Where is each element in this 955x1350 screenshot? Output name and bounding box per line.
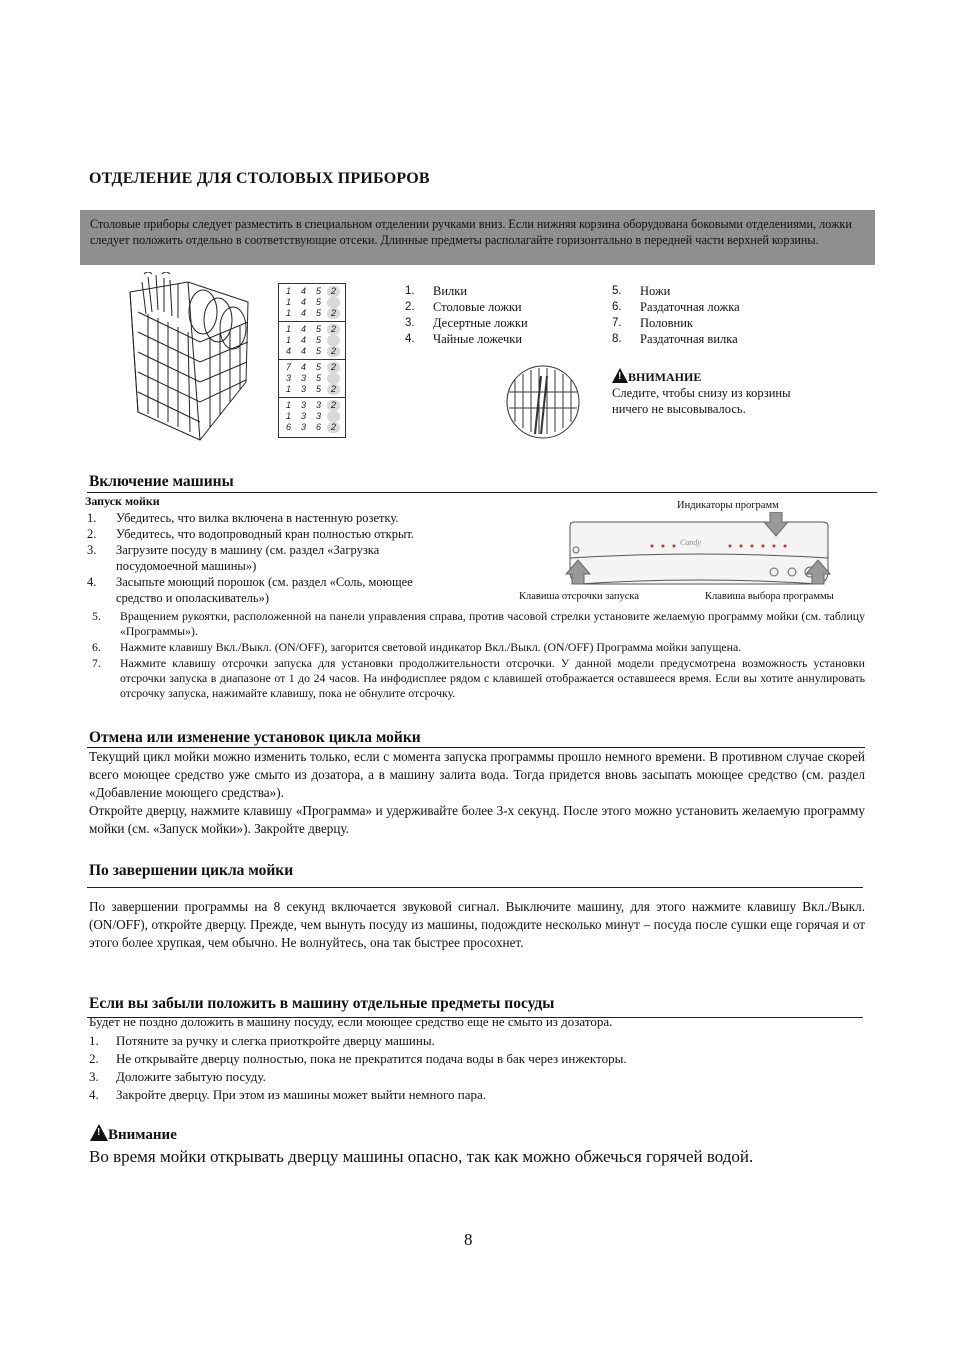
- start-steps-long: [92, 609, 865, 701]
- panel-label-delay: Клавиша отсрочки запуска: [519, 591, 639, 602]
- grid-digit: 5: [315, 324, 321, 334]
- grid-digit: 1: [285, 308, 291, 318]
- grid-digit: 4: [300, 324, 306, 334]
- cancel-paragraph-1: Текущий цикл мойки можно изменить только, если с момента запуска программы прошло немного времени. В противном случае скорей всего моющее средство уже смыто из дозатора, а в машину залита вода. Тогда придется вновь засыпать моющее средство (см. раздел «Добавление моющего средства»).: [89, 749, 865, 800]
- grid-digit: 6: [315, 422, 321, 432]
- grid-digit: 5: [315, 286, 321, 296]
- list-item: 2. Не открывайте дверцу полностью, пока не прекратится подача воды в бак через инжекторы.: [89, 1051, 627, 1066]
- grid-digit: 2: [327, 324, 340, 335]
- grid-digit: 5: [315, 362, 321, 372]
- grid-digit: 3: [300, 411, 306, 421]
- grid-digit: 3: [300, 373, 306, 383]
- cancel-paragraph-2: Откройте дверцу, нажмите клавишу «Программа» и удерживайте более 3-х секунд. После этого можно установить желаемую программу мойки (см. «Запуск мойки»). Закройте дверцу.: [89, 803, 865, 836]
- cutlery-warning: [612, 368, 852, 417]
- finish-paragraph: По завершении программы на 8 секунд включается звуковой сигнал. Выключите машину, для этого нажмите клавишу Вкл./Выкл. (ON/OFF), откройте дверцу. Прежде, чем вынуть посуду из машины, подождите несколько минут – посуда после сушки еще горячая и от этого более хрупкая, чем обычно. Не волнуйтесь, она так быстрее просохнет.: [89, 899, 865, 950]
- grid-digit: 1: [285, 384, 291, 394]
- list-item: 4. Закройте дверцу. При этом из машины может выйти немного пара.: [89, 1087, 486, 1102]
- basket-detail-illustration: [505, 364, 581, 440]
- start-steps-short: [87, 510, 487, 606]
- legend-item: Раздаточная ложка: [640, 300, 740, 314]
- list-item: 4. Засыпьте моющий порошок (см. раздел «Соль, моющее средство и ополаскиватель»): [87, 575, 413, 605]
- cutlery-placement-grid: [278, 283, 346, 438]
- caution-title: Внимание: [108, 1127, 177, 1143]
- grid-digit: 4: [300, 335, 306, 345]
- section-title-cancel: Отмена или изменение установок цикла мойки: [89, 729, 421, 746]
- panel-label-indicators: Индикаторы программ: [677, 500, 779, 511]
- grid-cell: [279, 322, 345, 360]
- control-panel-illustration: [560, 512, 840, 596]
- grid-digit: 7: [285, 362, 291, 372]
- grid-digit: 2: [327, 362, 340, 373]
- grid-digit: [327, 297, 340, 308]
- grid-digit: 4: [300, 362, 306, 372]
- grid-digit: [327, 373, 340, 384]
- section-rule: [87, 887, 863, 888]
- grid-digit: 2: [327, 286, 340, 297]
- section-title-cutlery: ОТДЕЛЕНИЕ ДЛЯ СТОЛОВЫХ ПРИБОРОВ: [89, 170, 430, 187]
- grid-digit: 4: [300, 346, 306, 356]
- list-item: 5. Вращением рукоятки, расположенной на панели управления справа, против часовой стрелки установите желаемую программу мойки (см. таблицу «Программы»).: [92, 609, 865, 638]
- grid-digit: 1: [285, 324, 291, 334]
- section-title-finish: По завершении цикла мойки: [89, 862, 294, 879]
- grid-digit: 1: [285, 286, 291, 296]
- grid-digit: 2: [327, 308, 340, 319]
- caution-heading: [90, 1124, 177, 1144]
- forgot-steps: [89, 1032, 849, 1104]
- grid-digit: 5: [315, 297, 321, 307]
- panel-brand: Candy: [680, 538, 701, 547]
- list-item: 2. Убедитесь, что водопроводный кран полностью открыт.: [87, 527, 414, 541]
- grid-digit: 1: [285, 400, 291, 410]
- warning-icon: [612, 368, 628, 383]
- grid-digit: 5: [315, 308, 321, 318]
- legend-item: Половник: [640, 316, 693, 330]
- grid-digit: 5: [315, 346, 321, 356]
- page-number: 8: [464, 1230, 473, 1249]
- warning-title: ВНИМАНИЕ: [628, 370, 702, 384]
- forgot-intro: Будет не поздно доложить в машину посуду, если моющее средство еще не смыто из дозатора.: [89, 1014, 613, 1029]
- list-item: 1. Потяните за ручку и слегка приоткройте дверцу машины.: [89, 1033, 435, 1048]
- legend-item: Чайные ложечки: [433, 332, 523, 346]
- grid-digit: 4: [300, 308, 306, 318]
- legend-item: Столовые ложки: [433, 300, 522, 314]
- grid-digit: 3: [285, 373, 291, 383]
- list-item: 3. Доложите забытую посуду.: [89, 1069, 266, 1084]
- legend-item: Раздаточная вилка: [640, 332, 738, 346]
- grid-digit: 4: [300, 286, 306, 296]
- warning-text: Следите, чтобы снизу из корзины ничего не высовывалось.: [612, 386, 791, 416]
- grid-digit: [327, 335, 340, 346]
- cutlery-note: Столовые приборы следует разместить в специальном отделении ручками вниз. Если нижняя корзина оборудована боковыми отделениями, ложки следует положить отдельно в соответствующие отсеки. Длинные предметы располагайте горизонтально в передней части верхней корзины.: [90, 217, 852, 247]
- list-item: 1. Убедитесь, что вилка включена в настенную розетку.: [87, 511, 399, 525]
- grid-digit: 2: [327, 346, 340, 357]
- cancel-body: [89, 748, 865, 838]
- grid-digit: [327, 411, 340, 422]
- grid-digit: 3: [300, 384, 306, 394]
- list-item: 6. Нажмите клавишу Вкл./Выкл. (ON/OFF), загорится световой индикатор Вкл./Выкл. (ON/OFF) Программа мойки запущена.: [92, 640, 742, 654]
- grid-cell: [279, 284, 345, 322]
- grid-digit: 2: [327, 422, 340, 433]
- warning-icon: [90, 1124, 108, 1141]
- grid-digit: 2: [327, 400, 340, 411]
- list-item: 3. Загрузите посуду в машину (см. раздел «Загрузка посудомоечной машины»): [87, 543, 380, 573]
- grid-digit: 2: [327, 384, 340, 395]
- section-title-forgot: Если вы забыли положить в машину отдельные предметы посуды: [89, 995, 555, 1012]
- grid-digit: 3: [315, 411, 321, 421]
- cutlery-basket-illustration: [118, 272, 258, 452]
- cutlery-legend-right: 5. Ножи 6. Раздаточная ложка 7. Половник 8. Раздаточная вилка: [612, 284, 740, 346]
- grid-digit: 3: [300, 422, 306, 432]
- legend-item: Десертные ложки: [433, 316, 528, 330]
- grid-digit: 1: [285, 297, 291, 307]
- start-subtitle: Запуск мойки: [85, 494, 160, 508]
- grid-cell: [279, 360, 345, 398]
- grid-digit: 6: [285, 422, 291, 432]
- legend-item: Ножи: [640, 284, 671, 298]
- legend-item: Вилки: [433, 284, 468, 298]
- caution-text: Во время мойки открывать дверцу машины опасно, так как можно обжечься горячей водой.: [89, 1147, 754, 1166]
- cutlery-note-box: [80, 210, 875, 265]
- grid-digit: 4: [285, 346, 291, 356]
- cutlery-legend-left: 1. Вилки 2. Столовые ложки 3. Десертные ложки 4. Чайные ложечки: [405, 284, 528, 346]
- section-title-start: Включение машины: [89, 473, 234, 490]
- panel-label-program: Клавиша выбора программы: [705, 591, 834, 602]
- grid-digit: 5: [315, 384, 321, 394]
- grid-digit: 5: [315, 335, 321, 345]
- grid-digit: 1: [285, 411, 291, 421]
- section-rule: [87, 492, 877, 493]
- grid-digit: 4: [300, 297, 306, 307]
- grid-digit: 1: [285, 335, 291, 345]
- list-item: 7. Нажмите клавишу отсрочки запуска для установки продолжительности отсрочки. У данной модели предусмотрена возможность установки отсрочки запуска в диапазоне от 1 до 24 часов. На инфодисплее рядом с клавишей отображается оставшееся время. Если вы хотите аннулировать отсрочку запуска, нажимайте клавишу, пока не обнулите отсрочку.: [92, 656, 865, 700]
- grid-cell: [279, 398, 345, 435]
- grid-digit: 5: [315, 373, 321, 383]
- grid-digit: 3: [300, 400, 306, 410]
- grid-digit: 3: [315, 400, 321, 410]
